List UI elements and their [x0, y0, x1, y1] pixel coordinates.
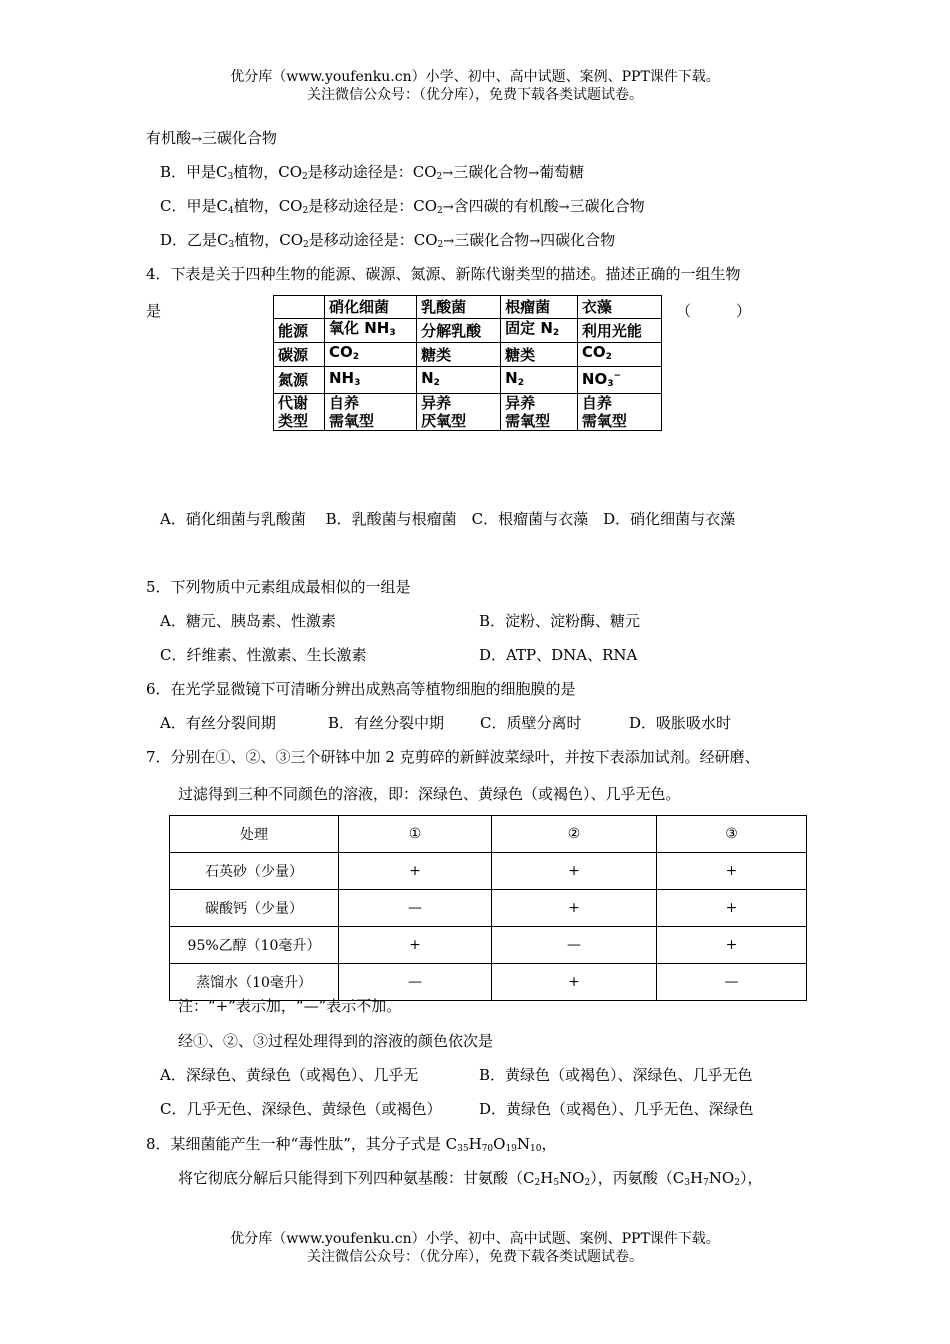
arrow-icon: →: [529, 234, 541, 249]
q6-option-a: A．有丝分裂间期: [160, 714, 276, 732]
q5-stem: 5．下列物质中元素组成最相似的一组是: [146, 578, 411, 596]
table-cell: +: [492, 853, 657, 890]
table-row: [170, 964, 807, 1001]
row-label: 碳源: [274, 343, 325, 367]
table-cell: 异养 厌氧型: [417, 394, 501, 431]
table-cell: 糖类: [501, 343, 578, 367]
q7-question: 经①、②、③过程处理得到的溶液的颜色依次是: [178, 1032, 494, 1050]
table-row: [170, 890, 807, 927]
table-cell: $NO_3^-$: [577, 367, 661, 394]
table-cell: 自养 需氧型: [577, 394, 661, 431]
table-cell: 95%乙醇（10毫升）: [170, 927, 339, 964]
table-cell: 碳酸钙（少量）: [170, 890, 339, 927]
arrow-icon: →: [558, 200, 570, 215]
table-row: [274, 394, 662, 431]
row-label: 能源: [274, 319, 325, 343]
row-label: 氮源: [274, 367, 325, 394]
table-row: [170, 853, 807, 890]
table-cell: 自养 需氧型: [325, 394, 417, 431]
row-label: 代谢 类型: [274, 394, 325, 431]
table-cell: +: [657, 853, 807, 890]
table-cell: +: [492, 890, 657, 927]
table-cell: 利用光能: [577, 319, 661, 343]
q7-option-c: C．几乎无色、深绿色、黄绿色（或褐色）: [160, 1100, 442, 1118]
q3-continuation: 有机酸→三碳化合物: [146, 129, 277, 147]
q8-stem-cont: 将它彻底分解后只能得到下列四种氨基酸：甘氨酸$(C_2H_5NO_2)$，丙氨酸$(C_3H_7NO_2)$，: [178, 1169, 763, 1188]
q5-option-b: B．淀粉、淀粉酶、糖元: [479, 612, 641, 630]
q4-stem-cont: 是: [146, 302, 162, 320]
table-row: [274, 319, 662, 343]
q6-stem: 6．在光学显微镜下可清晰分辨出成熟高等植物细胞的细胞膜的是: [146, 680, 576, 698]
header-line-1: 优分库（www.youfenku.cn）小学、初中、高中试题、案例、PPT课件下载。: [230, 69, 720, 85]
table-cell: 固定 $N_2$: [501, 319, 578, 343]
arrow-icon: →: [442, 166, 454, 181]
table-cell: $CO_2$: [325, 343, 417, 367]
table-row: [170, 816, 807, 853]
table-cell: 异养 需氧型: [501, 394, 578, 431]
table-cell: —: [339, 890, 492, 927]
q6-option-c: C．质壁分离时: [480, 714, 582, 732]
q4-options: A．硝化细菌与乳酸菌 B．乳酸菌与根瘤菌 C．根瘤菌与衣藻 D．硝化细菌与衣藻: [160, 510, 736, 528]
q5-option-d: D．ATP、DNA、RNA: [479, 646, 638, 664]
q4-answer-paren: （ ）: [676, 302, 752, 320]
table-header: ③: [657, 816, 807, 853]
q7-option-a: A．深绿色、黄绿色（或褐色）、几乎无: [160, 1066, 419, 1084]
table-cell: —: [339, 964, 492, 1001]
q3-option-c: C．甲是$C_4$植物，$CO_2$是移动途径是：$CO_2\to$含四碳的有机酸→三碳化合物: [160, 197, 645, 216]
arrow-icon: →: [528, 166, 540, 181]
table-cell: $N_2$: [501, 367, 578, 394]
q5-option-c: C．纤维素、性激素、生长激素: [160, 646, 367, 664]
q3-option-d: D．乙是$C_3$植物，$CO_2$是移动途径是：$CO_2\to$三碳化合物→四碳化合物: [160, 231, 616, 250]
header-line-2: 关注微信公众号：（优分库），免费下载各类试题试卷。: [307, 87, 643, 103]
table-header: 处理: [170, 816, 339, 853]
table-cell: 石英砂（少量）: [170, 853, 339, 890]
q7-table: [169, 815, 807, 1001]
table-cell: +: [339, 853, 492, 890]
q7-option-d: D．黄绿色（或褐色）、几乎无色、深绿色: [479, 1100, 754, 1118]
table-cell: $NH_3$: [325, 367, 417, 394]
table-header: 根瘤菌: [501, 296, 578, 319]
table-cell: —: [657, 964, 807, 1001]
table-cell: 蒸馏水（10毫升）: [170, 964, 339, 1001]
arrow-icon: →: [443, 234, 455, 249]
arrow-icon: →: [191, 132, 202, 147]
table-cell: +: [657, 927, 807, 964]
table-cell: 氧化 $NH_3$: [325, 319, 417, 343]
q7-stem: 7．分别在①、②、③三个研钵中加 2 克剪碎的新鲜波菜绿叶，并按下表添加试剂。经研磨、: [146, 748, 760, 766]
q7-option-b: B．黄绿色（或褐色）、深绿色、几乎无色: [479, 1066, 753, 1084]
q4-table: [273, 295, 662, 431]
table-header: 乳酸菌: [417, 296, 501, 319]
table-row: [170, 927, 807, 964]
table-cell: 分解乳酸: [417, 319, 501, 343]
table-header: ②: [492, 816, 657, 853]
table-cell: [274, 296, 325, 319]
footer-line-1: 优分库（www.youfenku.cn）小学、初中、高中试题、案例、PPT课件下载。: [230, 1231, 720, 1247]
table-cell: $N_2$: [417, 367, 501, 394]
q3-option-b: B．甲是$C_3$植物，$CO_2$是移动途径是：$CO_2\to$三碳化合物→葡萄糖: [160, 163, 585, 182]
q4-stem: 4．下表是关于四种生物的能源、碳源、氮源、新陈代谢类型的描述。描述正确的一组生物: [146, 265, 741, 283]
page-footer: [0, 1230, 950, 1266]
q5-option-a: A．糖元、胰岛素、性激素: [160, 612, 336, 630]
q7-note: 注：“+”表示加，“—”表示不加。: [178, 997, 402, 1015]
table-cell: +: [492, 964, 657, 1001]
table-header: 硝化细菌: [325, 296, 417, 319]
table-cell: —: [492, 927, 657, 964]
page-header: [0, 68, 950, 104]
arrow-icon: →: [442, 200, 454, 215]
q6-option-d: D．吸胀吸水时: [629, 714, 732, 732]
table-cell: $CO_2$: [577, 343, 661, 367]
table-header: 衣藻: [577, 296, 661, 319]
table-row: [274, 343, 662, 367]
table-row: [274, 296, 662, 319]
q7-stem-cont: 过滤得到三种不同颜色的溶液，即：深绿色、黄绿色（或褐色）、几乎无色。: [178, 785, 681, 803]
q6-option-b: B．有丝分裂中期: [328, 714, 445, 732]
table-header: ①: [339, 816, 492, 853]
q8-stem: 8．某细菌能产生一种“毒性肽”，其分子式是 $C_{35}H_{70}O_{19}N_{10}$，: [146, 1135, 557, 1154]
table-row: [274, 367, 662, 394]
table-cell: +: [339, 927, 492, 964]
table-cell: 糖类: [417, 343, 501, 367]
footer-line-2: 关注微信公众号：（优分库），免费下载各类试题试卷。: [307, 1249, 643, 1265]
table-cell: +: [657, 890, 807, 927]
